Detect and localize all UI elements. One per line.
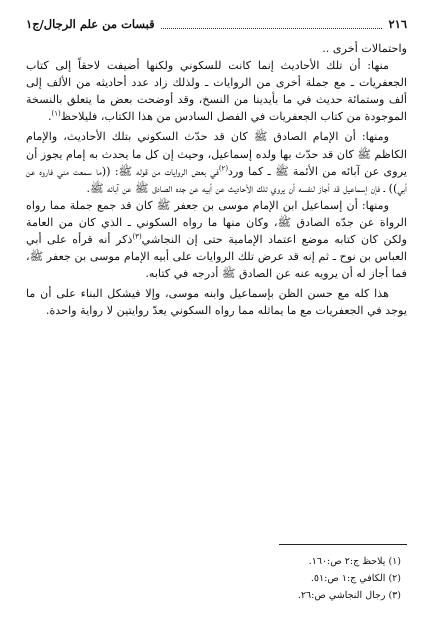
paragraph: ومنها: أن الإمام الصادق ﷺ كان قد حدّث السكوني بتلك الأحاديث، والإمام الكاظم ﷺ كان قد حدّث بها ولده إسماعيل، وحيث إن كل ما يحدث به إمام يجوز أن يروى عن آبائه من الأئمة ﷺ ـ كما ورد$^{(٢)}$في بعض الروايات من قوله ﷺ: ((ما سمعت مني فاروه عن أبي)) ـ فإن إسماعيل قد أجاز لنفسه أن يروي تلك الأحاديث عن أبيه عن جده الصادق ﷺ عن آبائه ﷺ. [26,130,407,195]
footnote-ref: (١) [51,109,61,118]
running-header [26,14,407,34]
footnote-item: (٢) الكافي ج:١ ص:٥١. [310,573,401,584]
footnotes [298,553,401,604]
running-title: قبسات من علم الرجال/ج١ [26,17,155,31]
footnote-ref: (٢) [218,163,229,172]
footnote-item: (١) يلاحظ ج:٢ ص:١٦٠. [308,556,401,567]
footnote-separator [279,544,407,545]
footnote-item: (٣) رجال النجاشي ص:٢٦. [297,590,401,601]
header-dotted-leader [161,19,383,29]
footnote-ref: (٣) [132,232,142,241]
paragraph: منها: أن تلك الأحاديث إنما كانت للسكوني ولكنها أضيفت لاحقاً إلى كتاب الجعفريات ـ مع جملة أخرى من الروايات ـ ولذلك زاد عدد أحاديثه من الألف إلى ألف وستمائة حديث في ما بأيدينا من النسخ، وقد أوضحت بعض ما يتعلق بالنسخة الموجودة من كتاب الجعفريات في الفصل السادس من هذا الكتاب، فليلاحظ$^{(١)}$. [26,59,407,124]
paragraph: واحتمالات أخرى .. [322,42,407,55]
page-number: ٢١٦ [388,17,407,31]
paragraph: هذا كله مع حسن الظن بإسماعيل وابنه موسى، وإلا فيشكل البناء على أن ما يوجد في الجعفريات مع ما يماثله مما رواه السكوني يعدّ روايتين لا رواية واحدة. [26,287,407,318]
body-text [26,40,407,320]
paragraph: ومنها: أن إسماعيل ابن الإمام موسى بن جعفر ﷺ كان قد جمع جملة مما رواه الرواة عن جدّه الصادق ﷺ، وكان منها ما رواه السكوني ـ الذي كان من العامة ولكن كان كتابه موضع اعتماد الإمامية حتى إن النجاشي$^{(٣)}$ذكر أنه قرأه على أبي العباس بن نوح ـ ثم إنه قد عرض تلك الروايات على أبيه الإمام موسى بن جعفر ﷺ، فما أجاز له أن يرويه عنه عن الصادق ﷺ أدرجه في كتابه. [26,198,407,281]
